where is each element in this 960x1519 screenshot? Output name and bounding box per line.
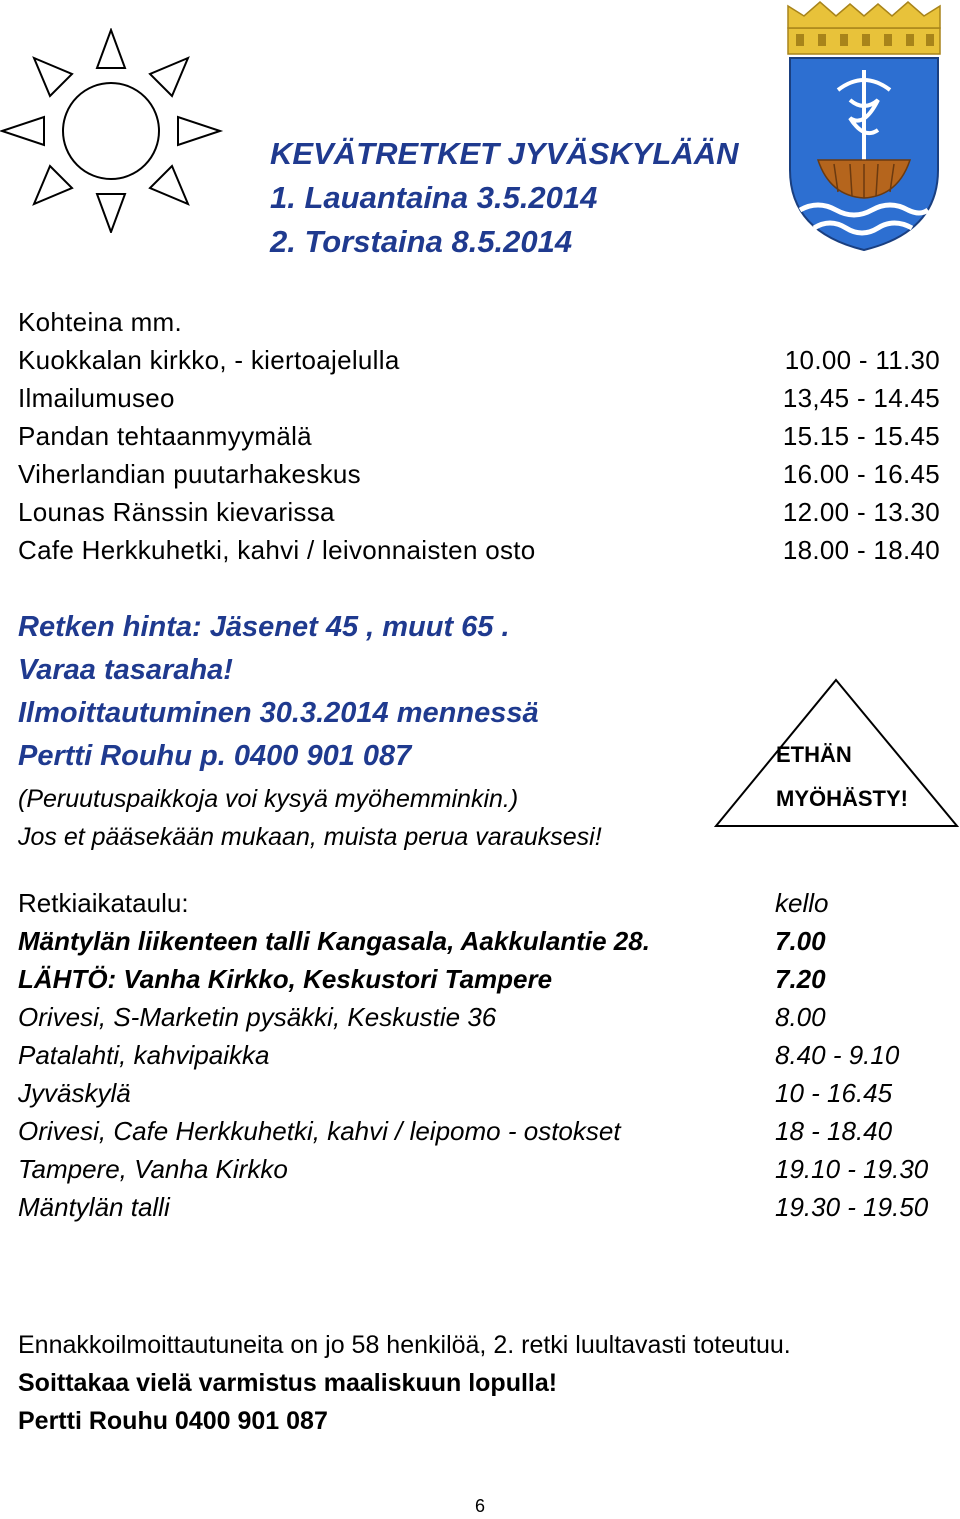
schedule-time: 19.30 - 19.50 <box>775 1192 929 1222</box>
schedule-row <box>18 922 940 960</box>
schedule-heading-text: Retkiaikataulu: <box>18 888 189 918</box>
schedule-place: Jyväskylä <box>18 1078 131 1108</box>
title-block <box>270 132 739 264</box>
schedule-time: 8.00 <box>775 1002 826 1032</box>
schedule-place: Patalahti, kahvipaikka <box>18 1040 270 1070</box>
trip-date-1: 1. Lauantaina 3.5.2014 <box>270 180 598 215</box>
destination-place: Kuokkalan kirkko, - kiertoajelulla <box>18 345 400 375</box>
schedule-place: Orivesi, S-Marketin pysäkki, Keskustie 36 <box>18 1002 497 1032</box>
destination-place: Pandan tehtaanmyymälä <box>18 421 312 451</box>
destination-time: 15.15 - 15.45 <box>782 421 940 451</box>
page-number: 6 <box>474 1496 485 1516</box>
destination-row <box>18 379 940 417</box>
destination-time: 13,45 - 14.45 <box>782 383 940 413</box>
destination-place: Viherlandian puutarhakeskus <box>18 459 361 489</box>
schedule-time: 8.40 - 9.10 <box>775 1040 900 1070</box>
footer-block <box>18 1326 791 1440</box>
schedule-row <box>18 960 940 998</box>
schedule-time: 19.10 - 19.30 <box>775 1154 929 1184</box>
destination-time: 18.00 - 18.40 <box>782 535 940 565</box>
schedule-row <box>18 1150 940 1188</box>
destination-time: 16.00 - 16.45 <box>782 459 940 489</box>
schedule-place: Tampere, Vanha Kirkko <box>18 1154 288 1184</box>
warning-line-1: ETHÄN <box>776 742 852 767</box>
schedule-place: LÄHTÖ: Vanha Kirkko, Keskustori Tampere <box>18 964 553 994</box>
destination-row <box>18 341 940 379</box>
sun-icon <box>0 28 225 233</box>
schedule-time: 10 - 16.45 <box>775 1078 893 1108</box>
schedule-time: 7.00 <box>775 926 826 956</box>
schedule-row <box>18 1112 940 1150</box>
cancellation-note: (Peruutuspaikkoja voi kysyä myöhemminkin.) <box>18 785 519 813</box>
schedule-row <box>18 1036 940 1074</box>
schedule-time: 18 - 18.40 <box>775 1116 893 1146</box>
destination-place: Ilmailumuseo <box>18 383 175 413</box>
trip-date-2: 2. Torstaina 8.5.2014 <box>270 224 573 259</box>
schedule-row <box>18 1074 940 1112</box>
destination-place: Cafe Herkkuhetki, kahvi / leivonnaisten osto <box>18 535 536 565</box>
destination-row <box>18 493 940 531</box>
contact-line: Pertti Rouhu p. 0400 901 087 <box>18 740 412 772</box>
destination-place: Lounas Ränssin kievarissa <box>18 497 335 527</box>
schedule-place: Mäntylän talli <box>18 1192 170 1222</box>
destination-row <box>18 531 940 569</box>
coat-of-arms-icon <box>778 0 950 252</box>
destinations-heading-text: Kohteina mm. <box>18 307 183 337</box>
page-title: KEVÄTRETKET JYVÄSKYLÄÄN <box>270 136 739 171</box>
schedule-place: Mäntylän liikenteen talli Kangasala, Aakkulantie 28. <box>18 926 650 956</box>
destination-row <box>18 417 940 455</box>
enrollment-status: Ennakkoilmoittautuneita on jo 58 henkilöä, 2. retki luultavasti toteutuu. <box>18 1331 791 1359</box>
destination-time: 10.00 - 11.30 <box>784 345 940 375</box>
cash-note: Varaa tasaraha! <box>18 654 233 686</box>
schedule-heading <box>18 884 940 922</box>
warning-line-2: MYÖHÄSTY! <box>776 786 908 811</box>
registration-deadline: Ilmoittautuminen 30.3.2014 mennessä <box>18 697 539 729</box>
call-reminder: Soittakaa vielä varmistus maaliskuun lopulla! <box>18 1369 558 1397</box>
destinations-heading <box>18 303 940 341</box>
pricing-block <box>18 606 539 778</box>
schedule-place: Orivesi, Cafe Herkkuhetki, kahvi / leipomo - ostokset <box>18 1116 621 1146</box>
schedule-time: 7.20 <box>775 964 826 994</box>
footer-contact: Pertti Rouhu 0400 901 087 <box>18 1407 328 1435</box>
schedule-time-heading: kello <box>775 888 829 918</box>
destination-row <box>18 455 940 493</box>
schedule-row <box>18 1188 940 1226</box>
cancel-reminder: Jos et pääsekään mukaan, muista perua varauksesi! <box>18 823 602 851</box>
destination-time: 12.00 - 13.30 <box>782 497 940 527</box>
price-line: Retken hinta: Jäsenet 45 , muut 65 . <box>18 611 510 643</box>
schedule-row <box>18 998 940 1036</box>
